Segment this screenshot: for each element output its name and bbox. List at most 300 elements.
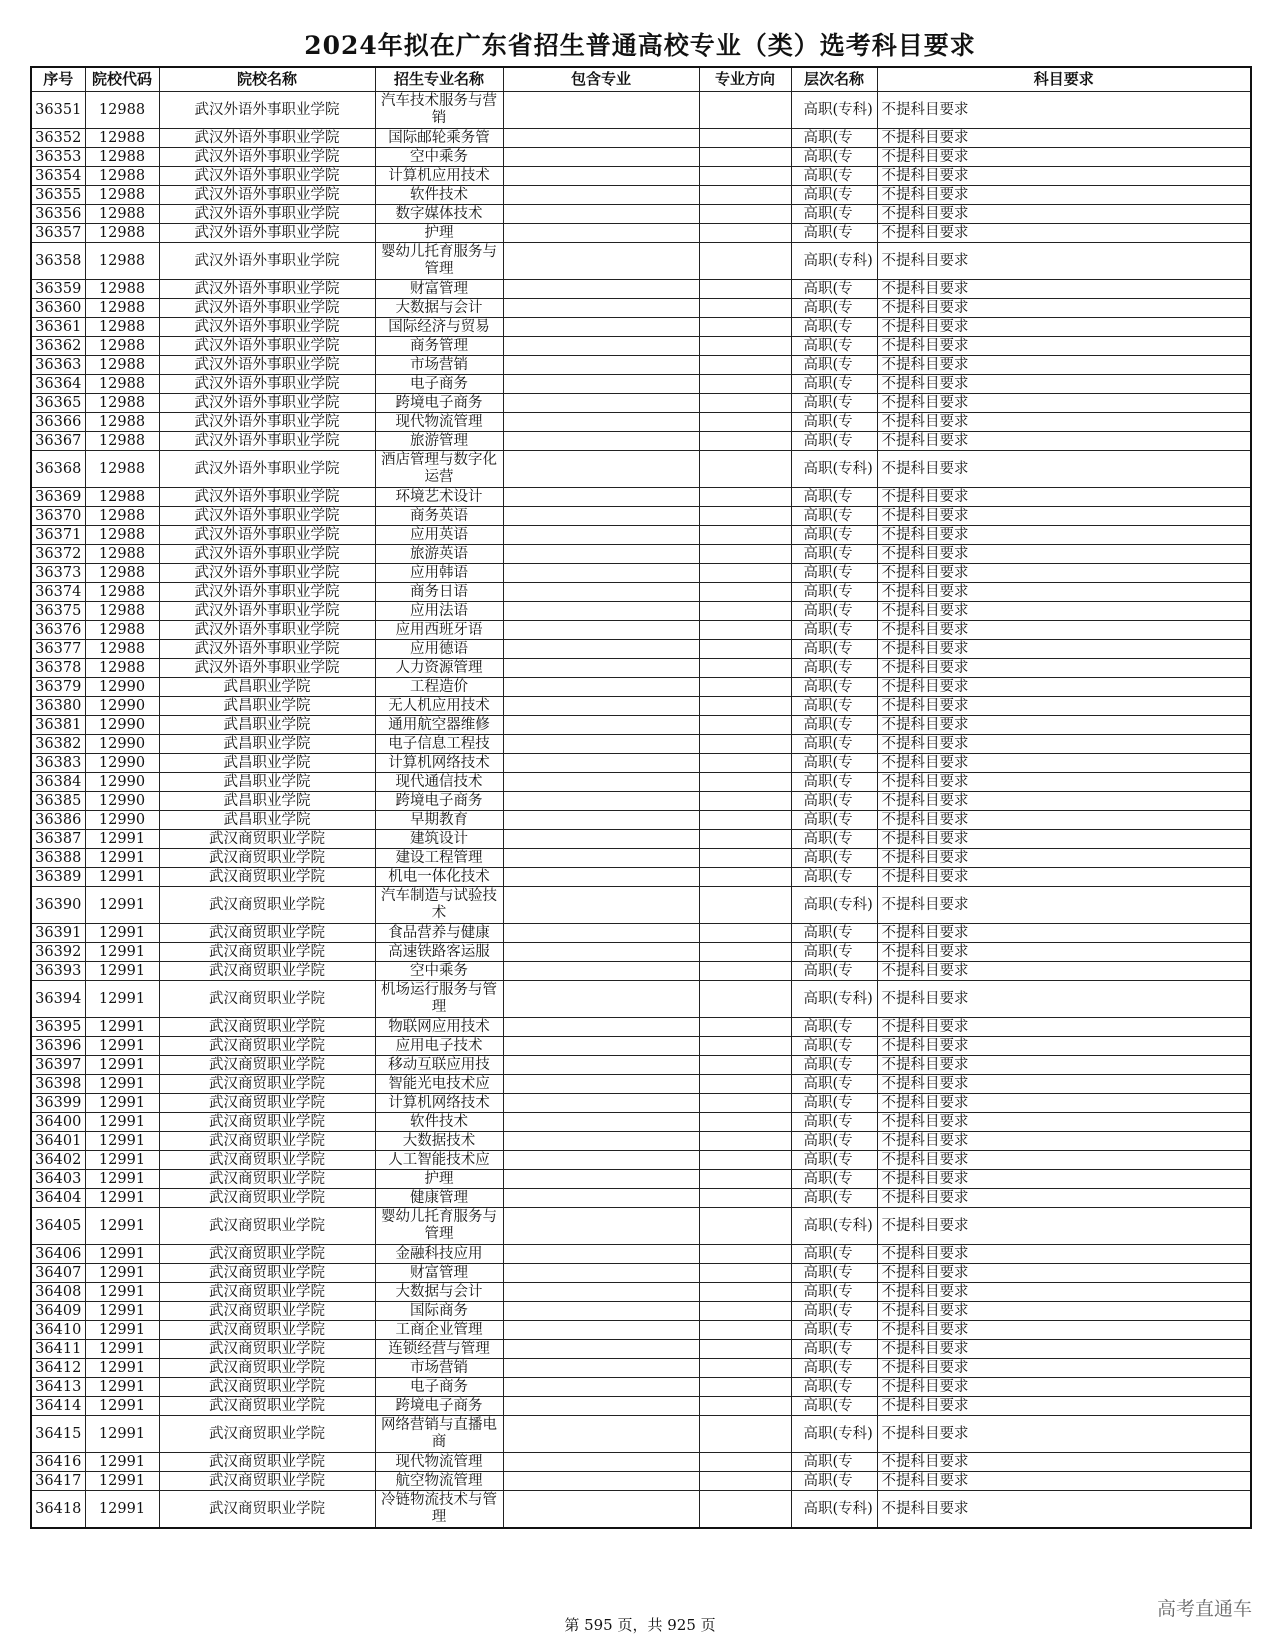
table-cell: 不提科目要求 xyxy=(877,1453,1251,1472)
table-cell: 不提科目要求 xyxy=(877,1378,1251,1397)
table-cell: 12988 xyxy=(85,640,159,659)
table-cell xyxy=(503,299,699,318)
table-cell: 高职(专 xyxy=(791,280,877,299)
table-cell: 36353 xyxy=(31,148,85,167)
table-cell xyxy=(699,280,791,299)
table-cell: 不提科目要求 xyxy=(877,773,1251,792)
table-cell: 36362 xyxy=(31,337,85,356)
table-cell: 36406 xyxy=(31,1245,85,1264)
table-cell: 36370 xyxy=(31,507,85,526)
table-row xyxy=(31,1416,1251,1453)
table-cell: 武汉外语外事职业学院 xyxy=(159,507,375,526)
table-row xyxy=(31,735,1251,754)
table-row xyxy=(31,299,1251,318)
table-cell: 12991 xyxy=(85,1132,159,1151)
table-cell xyxy=(503,1416,699,1453)
table-cell: 武汉商贸职业学院 xyxy=(159,830,375,849)
table-cell: 高职(专 xyxy=(791,526,877,545)
table-cell: 不提科目要求 xyxy=(877,1208,1251,1245)
table-cell xyxy=(699,318,791,337)
table-cell xyxy=(503,1283,699,1302)
table-cell: 武昌职业学院 xyxy=(159,735,375,754)
table-row xyxy=(31,1170,1251,1189)
table-cell: 武汉外语外事职业学院 xyxy=(159,186,375,205)
table-cell xyxy=(699,887,791,924)
table-cell: 36356 xyxy=(31,205,85,224)
table-cell xyxy=(699,92,791,129)
table-cell: 武汉外语外事职业学院 xyxy=(159,488,375,507)
table-cell: 高职(专 xyxy=(791,1359,877,1378)
table-cell: 不提科目要求 xyxy=(877,716,1251,735)
table-cell: 武汉商贸职业学院 xyxy=(159,943,375,962)
table-cell: 高职(专 xyxy=(791,375,877,394)
table-cell: 高职(专 xyxy=(791,792,877,811)
table-cell: 计算机网络技术 xyxy=(375,1094,503,1113)
table-cell xyxy=(503,1056,699,1075)
table-cell: 不提科目要求 xyxy=(877,526,1251,545)
table-cell: 36380 xyxy=(31,697,85,716)
table-row xyxy=(31,1453,1251,1472)
table-cell: 36414 xyxy=(31,1397,85,1416)
table-cell xyxy=(503,1321,699,1340)
table-cell: 高职(专 xyxy=(791,849,877,868)
table-cell: 不提科目要求 xyxy=(877,432,1251,451)
table-cell: 高职(专 xyxy=(791,186,877,205)
table-cell xyxy=(699,1151,791,1170)
table-cell: 高职(专 xyxy=(791,1132,877,1151)
table-cell: 12988 xyxy=(85,92,159,129)
table-cell: 12991 xyxy=(85,1094,159,1113)
table-cell: 不提科目要求 xyxy=(877,1472,1251,1491)
table-cell xyxy=(503,659,699,678)
table-cell: 36408 xyxy=(31,1283,85,1302)
table-row xyxy=(31,280,1251,299)
table-cell xyxy=(699,205,791,224)
table-cell xyxy=(503,1037,699,1056)
table-cell: 武汉商贸职业学院 xyxy=(159,849,375,868)
table-cell: 武汉商贸职业学院 xyxy=(159,1472,375,1491)
table-cell: 高职(专科) xyxy=(791,243,877,280)
table-cell: 36366 xyxy=(31,413,85,432)
table-cell: 市场营销 xyxy=(375,1359,503,1378)
table-cell: 武汉商贸职业学院 xyxy=(159,887,375,924)
table-cell xyxy=(699,129,791,148)
table-cell: 36376 xyxy=(31,621,85,640)
table-cell xyxy=(699,1094,791,1113)
table-row xyxy=(31,1132,1251,1151)
table-cell: 高职(专 xyxy=(791,1321,877,1340)
table-cell: 网络营销与直播电商 xyxy=(375,1416,503,1453)
table-cell: 36373 xyxy=(31,564,85,583)
table-cell xyxy=(699,1132,791,1151)
table-cell xyxy=(503,432,699,451)
table-cell: 12991 xyxy=(85,981,159,1018)
table-cell: 现代通信技术 xyxy=(375,773,503,792)
table-cell xyxy=(503,849,699,868)
table-cell: 食品营养与健康 xyxy=(375,924,503,943)
table-cell: 跨境电子商务 xyxy=(375,394,503,413)
table-cell: 36351 xyxy=(31,92,85,129)
table-cell: 高职(专 xyxy=(791,640,877,659)
table-cell xyxy=(503,1397,699,1416)
table-row xyxy=(31,849,1251,868)
table-cell: 36391 xyxy=(31,924,85,943)
table-cell: 不提科目要求 xyxy=(877,1113,1251,1132)
table-cell xyxy=(699,924,791,943)
table-cell: 武汉外语外事职业学院 xyxy=(159,413,375,432)
table-cell: 36403 xyxy=(31,1170,85,1189)
table-cell: 高职(专 xyxy=(791,659,877,678)
table-cell: 武汉外语外事职业学院 xyxy=(159,526,375,545)
table-cell: 武汉商贸职业学院 xyxy=(159,1359,375,1378)
table-cell xyxy=(503,811,699,830)
table-cell: 空中乘务 xyxy=(375,962,503,981)
table-cell: 不提科目要求 xyxy=(877,1302,1251,1321)
table-row xyxy=(31,962,1251,981)
header-cell: 包含专业 xyxy=(503,67,699,92)
table-cell: 高职(专 xyxy=(791,432,877,451)
table-cell: 武昌职业学院 xyxy=(159,716,375,735)
table-header-row xyxy=(31,67,1251,92)
table-cell: 高职(专 xyxy=(791,1056,877,1075)
table-cell: 高职(专科) xyxy=(791,1491,877,1529)
table-cell xyxy=(699,451,791,488)
table-cell: 12988 xyxy=(85,186,159,205)
table-cell: 12991 xyxy=(85,1472,159,1491)
table-cell: 高职(专 xyxy=(791,1453,877,1472)
table-row xyxy=(31,1340,1251,1359)
table-cell xyxy=(503,602,699,621)
table-cell: 商务管理 xyxy=(375,337,503,356)
table-cell xyxy=(699,564,791,583)
table-cell xyxy=(699,849,791,868)
table-cell: 12991 xyxy=(85,962,159,981)
table-cell: 武昌职业学院 xyxy=(159,697,375,716)
table-row xyxy=(31,887,1251,924)
table-row xyxy=(31,1037,1251,1056)
table-cell: 应用韩语 xyxy=(375,564,503,583)
table-cell: 12988 xyxy=(85,318,159,337)
table-cell: 武汉商贸职业学院 xyxy=(159,1321,375,1340)
table-cell xyxy=(699,1321,791,1340)
table-row xyxy=(31,205,1251,224)
table-cell: 不提科目要求 xyxy=(877,678,1251,697)
table-cell: 36410 xyxy=(31,1321,85,1340)
table-cell: 36365 xyxy=(31,394,85,413)
table-cell xyxy=(699,337,791,356)
table-cell: 武汉商贸职业学院 xyxy=(159,1075,375,1094)
table-cell: 不提科目要求 xyxy=(877,1132,1251,1151)
table-cell: 不提科目要求 xyxy=(877,92,1251,129)
table-cell: 商务日语 xyxy=(375,583,503,602)
table-cell: 12991 xyxy=(85,1208,159,1245)
table-cell: 武汉商贸职业学院 xyxy=(159,962,375,981)
table-cell: 不提科目要求 xyxy=(877,621,1251,640)
table-cell: 建设工程管理 xyxy=(375,849,503,868)
table-cell xyxy=(503,488,699,507)
table-cell: 财富管理 xyxy=(375,280,503,299)
table-row xyxy=(31,811,1251,830)
table-cell: 不提科目要求 xyxy=(877,1416,1251,1453)
table-cell: 高职(专 xyxy=(791,924,877,943)
table-cell: 武汉商贸职业学院 xyxy=(159,1094,375,1113)
table-cell xyxy=(503,186,699,205)
table-cell: 武汉外语外事职业学院 xyxy=(159,640,375,659)
table-cell: 12991 xyxy=(85,1416,159,1453)
table-cell: 武汉外语外事职业学院 xyxy=(159,621,375,640)
table-cell xyxy=(699,1378,791,1397)
table-cell: 不提科目要求 xyxy=(877,243,1251,280)
table-cell: 高职(专 xyxy=(791,1189,877,1208)
table-cell: 不提科目要求 xyxy=(877,224,1251,243)
table-cell xyxy=(503,1491,699,1529)
table-cell: 高职(专 xyxy=(791,1472,877,1491)
table-cell xyxy=(699,545,791,564)
table-cell: 武昌职业学院 xyxy=(159,678,375,697)
table-row xyxy=(31,186,1251,205)
table-cell: 36394 xyxy=(31,981,85,1018)
table-cell xyxy=(699,1113,791,1132)
table-cell xyxy=(503,773,699,792)
table-cell: 武汉商贸职业学院 xyxy=(159,1151,375,1170)
table-cell: 高职(专 xyxy=(791,318,877,337)
table-cell xyxy=(503,1378,699,1397)
table-row xyxy=(31,981,1251,1018)
table-row xyxy=(31,583,1251,602)
table-cell: 12991 xyxy=(85,1264,159,1283)
table-cell: 不提科目要求 xyxy=(877,280,1251,299)
page-footer: 第 595 页，共 925 页 xyxy=(564,1616,716,1634)
table-cell: 12991 xyxy=(85,943,159,962)
table-row xyxy=(31,1056,1251,1075)
table-cell: 武汉外语外事职业学院 xyxy=(159,356,375,375)
table-cell: 不提科目要求 xyxy=(877,148,1251,167)
table-cell: 高职(专 xyxy=(791,394,877,413)
table-cell: 不提科目要求 xyxy=(877,1151,1251,1170)
table-cell: 武汉商贸职业学院 xyxy=(159,1056,375,1075)
table-cell: 高职(专 xyxy=(791,1302,877,1321)
table-row xyxy=(31,432,1251,451)
table-cell: 不提科目要求 xyxy=(877,1321,1251,1340)
table-row xyxy=(31,1094,1251,1113)
table-cell: 武汉商贸职业学院 xyxy=(159,1189,375,1208)
table-cell: 不提科目要求 xyxy=(877,1245,1251,1264)
table-cell: 武汉商贸职业学院 xyxy=(159,1037,375,1056)
table-cell: 12988 xyxy=(85,583,159,602)
table-cell: 36361 xyxy=(31,318,85,337)
table-cell: 冷链物流技术与管理 xyxy=(375,1491,503,1529)
table-cell: 大数据与会计 xyxy=(375,299,503,318)
table-cell xyxy=(699,1056,791,1075)
table-cell xyxy=(503,716,699,735)
table-cell: 36354 xyxy=(31,167,85,186)
table-cell: 12991 xyxy=(85,1037,159,1056)
table-cell: 武汉商贸职业学院 xyxy=(159,1245,375,1264)
table-cell: 不提科目要求 xyxy=(877,1037,1251,1056)
table-cell: 汽车制造与试验技术 xyxy=(375,887,503,924)
table-cell: 武汉外语外事职业学院 xyxy=(159,318,375,337)
table-cell: 12988 xyxy=(85,488,159,507)
table-cell: 36385 xyxy=(31,792,85,811)
table-cell: 不提科目要求 xyxy=(877,507,1251,526)
table-cell: 高职(专 xyxy=(791,299,877,318)
table-cell: 武汉外语外事职业学院 xyxy=(159,92,375,129)
table-cell: 12988 xyxy=(85,356,159,375)
table-cell: 12991 xyxy=(85,1302,159,1321)
table-cell xyxy=(503,1018,699,1037)
table-cell: 武汉外语外事职业学院 xyxy=(159,375,375,394)
table-cell: 不提科目要求 xyxy=(877,1056,1251,1075)
table-cell: 不提科目要求 xyxy=(877,697,1251,716)
table-cell: 武昌职业学院 xyxy=(159,754,375,773)
table-cell: 武汉商贸职业学院 xyxy=(159,1302,375,1321)
table-cell: 不提科目要求 xyxy=(877,1283,1251,1302)
table-cell xyxy=(699,1416,791,1453)
table-cell xyxy=(503,1189,699,1208)
table-cell: 12988 xyxy=(85,148,159,167)
table-cell: 12991 xyxy=(85,1340,159,1359)
table-cell: 12990 xyxy=(85,716,159,735)
table-cell: 高职(专 xyxy=(791,1264,877,1283)
table-cell: 36396 xyxy=(31,1037,85,1056)
table-cell: 12988 xyxy=(85,545,159,564)
table-cell: 武汉商贸职业学院 xyxy=(159,1283,375,1302)
table-cell: 12988 xyxy=(85,224,159,243)
table-cell: 高职(专 xyxy=(791,148,877,167)
table-cell xyxy=(503,583,699,602)
table-cell xyxy=(503,451,699,488)
table-cell: 武汉外语外事职业学院 xyxy=(159,602,375,621)
table-cell: 高职(专 xyxy=(791,1075,877,1094)
table-cell: 电子商务 xyxy=(375,1378,503,1397)
table-cell xyxy=(699,1340,791,1359)
table-cell: 36402 xyxy=(31,1151,85,1170)
table-cell: 12990 xyxy=(85,792,159,811)
table-row xyxy=(31,1075,1251,1094)
table-cell: 36393 xyxy=(31,962,85,981)
table-row xyxy=(31,394,1251,413)
table-cell: 应用英语 xyxy=(375,526,503,545)
table-cell: 人力资源管理 xyxy=(375,659,503,678)
table-cell: 12988 xyxy=(85,621,159,640)
table-cell xyxy=(503,92,699,129)
table-row xyxy=(31,224,1251,243)
table-cell: 12991 xyxy=(85,830,159,849)
table-cell: 武汉商贸职业学院 xyxy=(159,1208,375,1245)
table-cell: 高职(专 xyxy=(791,488,877,507)
table-cell: 12988 xyxy=(85,564,159,583)
table-cell: 高职(专 xyxy=(791,1283,877,1302)
table-cell xyxy=(503,1264,699,1283)
table-cell: 武汉商贸职业学院 xyxy=(159,981,375,1018)
table-cell: 36413 xyxy=(31,1378,85,1397)
table-cell: 武汉商贸职业学院 xyxy=(159,1453,375,1472)
table-cell: 高职(专 xyxy=(791,224,877,243)
table-cell: 36388 xyxy=(31,849,85,868)
table-cell: 武汉外语外事职业学院 xyxy=(159,243,375,280)
table-cell xyxy=(699,981,791,1018)
table-cell: 武汉外语外事职业学院 xyxy=(159,337,375,356)
table-cell: 36399 xyxy=(31,1094,85,1113)
table-cell: 36355 xyxy=(31,186,85,205)
header-cell: 院校名称 xyxy=(159,67,375,92)
table-cell: 武汉商贸职业学院 xyxy=(159,1113,375,1132)
table-cell: 36381 xyxy=(31,716,85,735)
table-cell: 不提科目要求 xyxy=(877,337,1251,356)
header-cell: 专业方向 xyxy=(699,67,791,92)
table-row xyxy=(31,1472,1251,1491)
table-cell: 武汉外语外事职业学院 xyxy=(159,394,375,413)
table-cell: 高职(专 xyxy=(791,337,877,356)
table-cell: 12988 xyxy=(85,432,159,451)
table-cell: 高职(专 xyxy=(791,1397,877,1416)
table-cell: 不提科目要求 xyxy=(877,1018,1251,1037)
table-cell: 不提科目要求 xyxy=(877,356,1251,375)
table-cell: 高职(专 xyxy=(791,1113,877,1132)
table-cell: 高职(专 xyxy=(791,602,877,621)
table-cell: 不提科目要求 xyxy=(877,1189,1251,1208)
table-cell: 不提科目要求 xyxy=(877,1094,1251,1113)
table-cell: 现代物流管理 xyxy=(375,1453,503,1472)
table-cell xyxy=(699,1075,791,1094)
table-row xyxy=(31,92,1251,129)
table-cell: 12991 xyxy=(85,849,159,868)
table-cell: 不提科目要求 xyxy=(877,205,1251,224)
table-cell: 高职(专 xyxy=(791,754,877,773)
table-cell xyxy=(503,962,699,981)
table-cell: 高职(专 xyxy=(791,545,877,564)
table-row xyxy=(31,375,1251,394)
table-cell: 12990 xyxy=(85,678,159,697)
table-cell xyxy=(503,792,699,811)
table-cell: 36378 xyxy=(31,659,85,678)
table-row xyxy=(31,1264,1251,1283)
table-cell: 国际邮轮乘务管 xyxy=(375,129,503,148)
table-cell: 健康管理 xyxy=(375,1189,503,1208)
table-cell: 智能光电技术应 xyxy=(375,1075,503,1094)
table-cell: 武昌职业学院 xyxy=(159,792,375,811)
header-cell: 序号 xyxy=(31,67,85,92)
table-cell xyxy=(699,602,791,621)
page-title: 2024年拟在广东省招生普通高校专业（类）选考科目要求 xyxy=(304,31,976,60)
table-cell xyxy=(503,1113,699,1132)
table-cell: 高职(专 xyxy=(791,868,877,887)
table-row xyxy=(31,678,1251,697)
table-row xyxy=(31,602,1251,621)
table-row xyxy=(31,526,1251,545)
table-cell: 武汉外语外事职业学院 xyxy=(159,224,375,243)
table-cell: 不提科目要求 xyxy=(877,186,1251,205)
table-cell: 武汉商贸职业学院 xyxy=(159,924,375,943)
table-cell: 高职(专 xyxy=(791,1378,877,1397)
table-cell xyxy=(699,224,791,243)
table-cell xyxy=(699,1491,791,1529)
table-cell xyxy=(699,1453,791,1472)
table-cell: 武汉外语外事职业学院 xyxy=(159,432,375,451)
table-cell: 武昌职业学院 xyxy=(159,811,375,830)
table-cell xyxy=(699,526,791,545)
table-cell: 12988 xyxy=(85,337,159,356)
table-row xyxy=(31,1378,1251,1397)
table-cell: 高职(专 xyxy=(791,1018,877,1037)
table-cell: 36395 xyxy=(31,1018,85,1037)
table-cell xyxy=(503,545,699,564)
table-cell: 不提科目要求 xyxy=(877,981,1251,1018)
table-cell: 12991 xyxy=(85,1056,159,1075)
table-cell xyxy=(699,1359,791,1378)
table-row xyxy=(31,545,1251,564)
table-cell xyxy=(503,224,699,243)
